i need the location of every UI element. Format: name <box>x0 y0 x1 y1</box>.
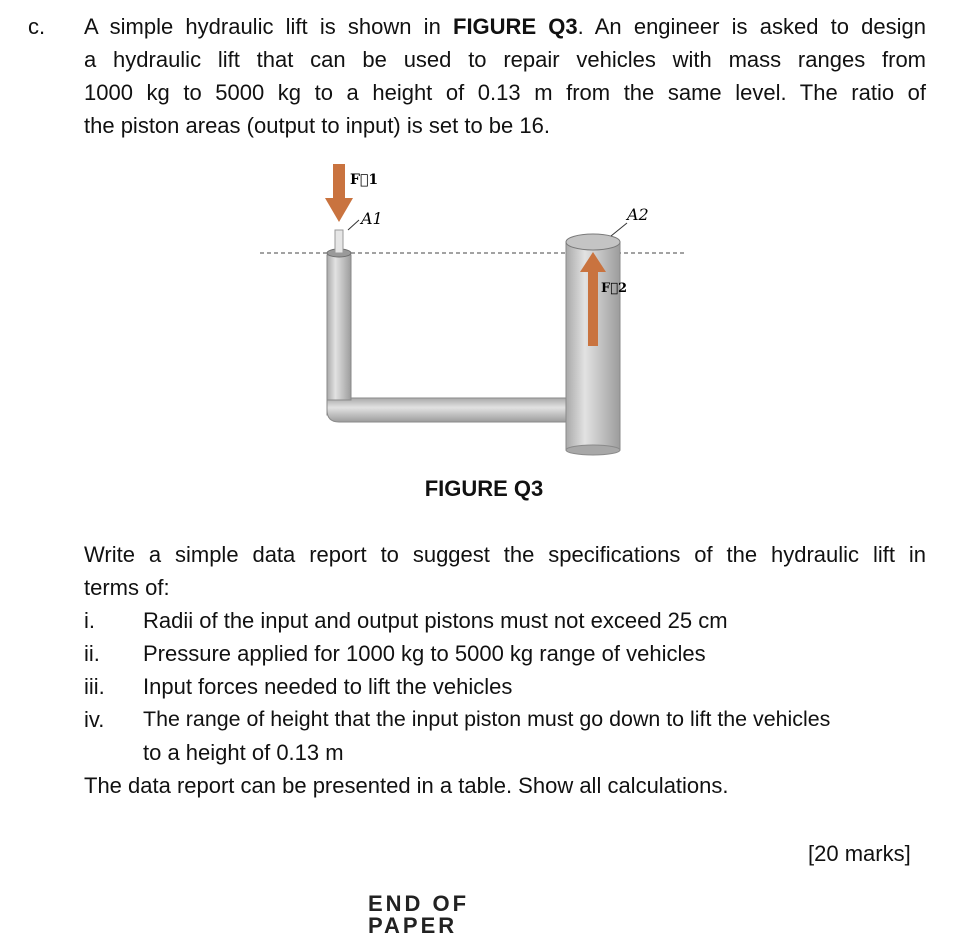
question-line-2: a hydraulic lift that can be used to repair vehicles with mass ranges from <box>84 47 926 72</box>
task-intro-line-1: Write a simple data report to suggest the specifications of the hydraulic lift in <box>84 542 926 567</box>
f1-label: F⃗1 <box>350 172 379 188</box>
question-line-1-post: . An engineer is asked to design <box>577 14 926 39</box>
item-1-text: Radii of the input and output pistons must not exceed 25 cm <box>143 608 728 633</box>
question-line-3: 1000 kg to 5000 kg to a height of 0.13 m from the same level. The ratio of <box>84 80 926 105</box>
input-tube <box>327 255 351 415</box>
hydraulic-lift-figure <box>255 160 695 460</box>
footer-cutoff: END OF PAPER <box>368 891 470 938</box>
question-line-4: the piston areas (output to input) is set to be 16. <box>84 113 550 138</box>
marks: [20 marks] <box>808 841 911 866</box>
item-3-number: iii. <box>84 674 105 699</box>
item-2-number: ii. <box>84 641 100 666</box>
input-piston-rod <box>335 230 343 253</box>
output-piston <box>566 234 620 250</box>
item-3-text: Input forces needed to lift the vehicles <box>143 674 513 699</box>
item-4-text-cont: to a height of 0.13 m <box>143 740 344 765</box>
question-label: c. <box>28 14 46 39</box>
question-line-1-pre: A simple hydraulic lift is shown in <box>84 14 453 39</box>
item-1-number: i. <box>84 608 95 633</box>
item-4-text: The range of height that the input piston must go down to lift the vehicles <box>143 707 831 731</box>
f1-arrow <box>333 164 345 200</box>
a1-label: A1 <box>361 209 383 228</box>
f2-label: F⃗2 <box>601 281 628 296</box>
f2-arrow <box>588 270 598 346</box>
task-intro-line-2: terms of: <box>84 575 170 600</box>
a2-label: A2 <box>627 205 649 224</box>
item-2-text: Pressure applied for 1000 kg to 5000 kg range of vehicles <box>143 641 706 666</box>
connecting-tube <box>327 398 567 422</box>
task-closing: The data report can be presented in a table. Show all calculations. <box>84 773 729 798</box>
figure-ref: FIGURE Q3 <box>453 14 578 39</box>
item-4-number: iv. <box>84 707 105 732</box>
figure-caption: FIGURE Q3 <box>424 476 544 501</box>
